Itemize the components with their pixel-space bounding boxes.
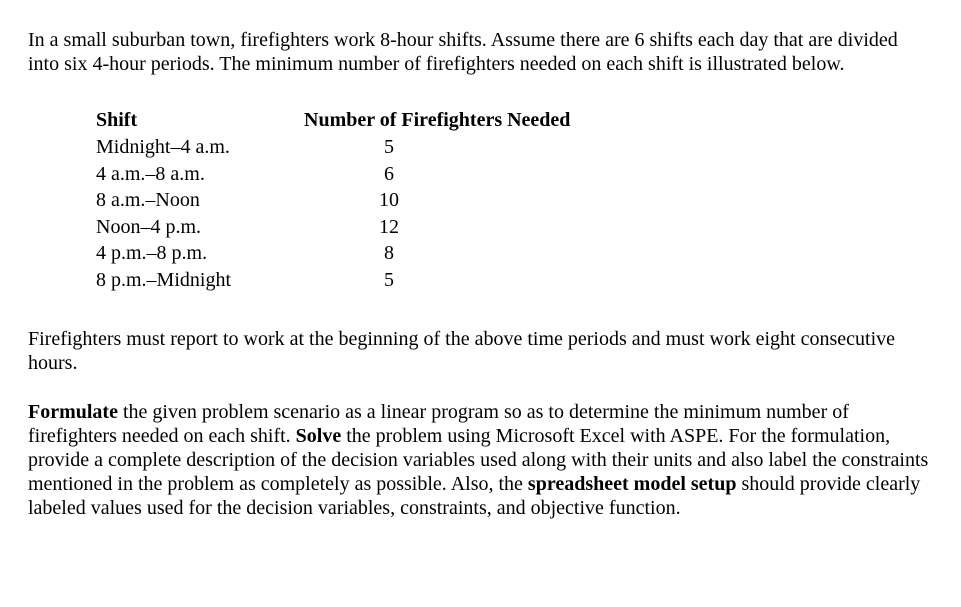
instructions-paragraph: Formulate the given problem scenario as a linear program so as to determine the minimum number of firefighters needed on each shift. Solve the problem using Microsoft Excel with ASPE. For the formulation, provide a complete description of the decision variables used along with their units and also label the constraints mentioned in the problem as completely as possible. Also, the spreadsheet model setup should provide clearly labeled values used for the decision variables, constraints, and objective function. — [28, 401, 929, 519]
shift-table — [96, 107, 933, 297]
shift-cell: 8 a.m.–Noon — [96, 189, 200, 211]
solve-bold: Solve — [295, 425, 342, 447]
shift-cell: 4 p.m.–8 p.m. — [96, 242, 208, 264]
needed-cell: 12 — [379, 215, 399, 238]
needed-column — [304, 107, 624, 293]
intro-paragraph: In a small suburban town, firefighters work 8-hour shifts. Assume there are 6 shifts each day that are divided into six 4-hour periods. The minimum number of firefighters needed on each shift is illustrated below. — [28, 29, 898, 75]
needed-cell: 10 — [379, 189, 399, 211]
shift-cell: Midnight–4 a.m. — [96, 136, 230, 158]
reporting-paragraph: Firefighters must report to work at the beginning of the above time periods and must work eight consecutive hours. — [28, 328, 896, 374]
needed-cell: 6 — [384, 162, 394, 185]
needed-header: Number of Firefighters Needed — [304, 109, 571, 131]
shift-cell: Noon–4 p.m. — [96, 215, 201, 238]
shift-cell: 4 a.m.–8 a.m. — [96, 162, 205, 185]
shift-column — [96, 107, 316, 293]
spreadsheet-bold: spreadsheet model setup — [527, 473, 737, 495]
needed-cell: 5 — [384, 268, 394, 291]
needed-cell: 5 — [384, 136, 394, 158]
formulate-bold: Formulate — [28, 401, 118, 423]
needed-cell: 8 — [384, 242, 394, 264]
shift-cell: 8 p.m.–Midnight — [96, 268, 232, 291]
document-page — [28, 28, 933, 520]
shift-header: Shift — [96, 109, 138, 131]
